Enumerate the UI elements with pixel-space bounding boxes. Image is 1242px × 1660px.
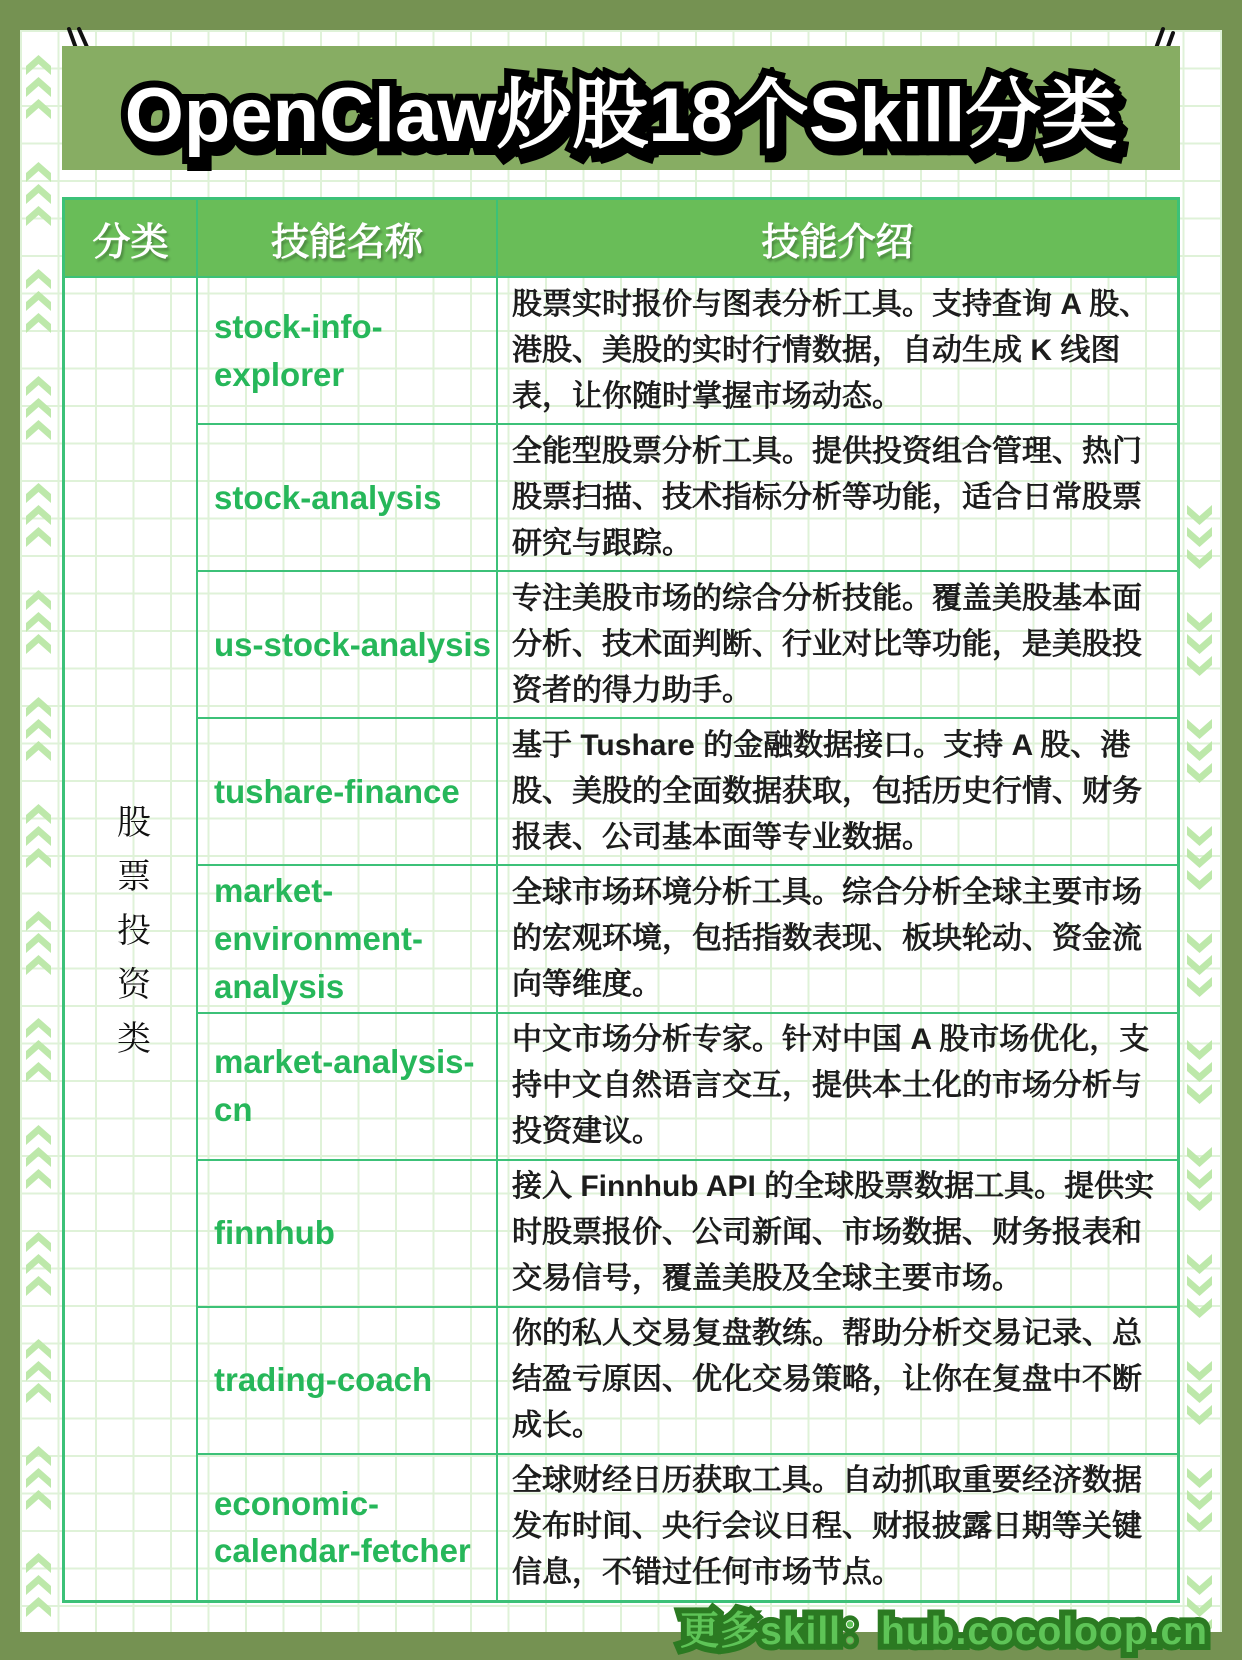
chevron-group (1187, 1361, 1212, 1425)
chevron-up-icon (26, 719, 51, 739)
table-row (198, 864, 1177, 1011)
chevron-down-icon (1187, 1405, 1212, 1425)
chevron-down-icon (1187, 955, 1212, 975)
chevron-up-icon (26, 420, 51, 440)
chevron-up-icon (26, 184, 51, 204)
chevron-up-icon (26, 634, 51, 654)
skill-description: 你的私人交易复盘教练。帮助分析交易记录、总结盈亏原因、优化交易策略，让你在复盘中不断成长。 (512, 1317, 1142, 1443)
chevron-up-icon (26, 1468, 51, 1488)
chevron-up-icon (26, 697, 51, 717)
chevron-up-icon (26, 99, 51, 119)
chevron-up-icon (26, 1169, 51, 1189)
chevron-up-icon (26, 376, 51, 396)
header-cell-skill-intro: 技能介绍 (496, 200, 1177, 276)
chevron-up-icon (26, 933, 51, 953)
chevron-up-icon (26, 1490, 51, 1510)
skill-name: stock-info-explorer (198, 278, 498, 423)
chevron-up-icon (26, 1339, 51, 1359)
skill-name: market-analysis-cn (198, 1014, 498, 1159)
chevron-group (26, 1446, 51, 1510)
chevron-down-icon (1187, 1512, 1212, 1532)
table-header (65, 200, 1177, 278)
chevron-group (26, 1553, 51, 1617)
chevron-group (1187, 1468, 1212, 1532)
chevron-up-icon (26, 741, 51, 761)
skill-name: us-stock-analysis (198, 572, 498, 717)
skill-description: 接入 Finnhub API 的全球股票数据工具。提供实时股票报价、公司新闻、市场数据、财务报表和交易信号，覆盖美股及全球主要市场。 (512, 1170, 1155, 1296)
chevron-up-icon (26, 1018, 51, 1038)
chevron-up-icon (26, 206, 51, 226)
chevron-up-icon (26, 1553, 51, 1573)
chevron-group (26, 162, 51, 226)
skill-description: 中文市场分析专家。针对中国 A 股市场优化，支持中文自然语言交互，提供本土化的市场分析与投资建议。 (512, 1023, 1150, 1149)
category-cell (65, 278, 198, 1600)
left-chevron-column (26, 55, 51, 1617)
chevron-up-icon (26, 291, 51, 311)
skill-description: 股票实时报价与图表分析工具。支持查询 A 股、港股、美股的实时行情数据，自动生成 K 线图表，让你随时掌握市场动态。 (512, 287, 1150, 413)
chevron-up-icon (26, 804, 51, 824)
chevron-group (26, 590, 51, 654)
footer-more-skills: 更多skill：hub.cocoloop.cn 更多skill：hub.cocoloop.cn (680, 1600, 1208, 1656)
chevron-down-icon (1187, 634, 1212, 654)
chevron-down-icon (1187, 933, 1212, 953)
skill-description: 专注美股市场的综合分析技能。覆盖美股基本面分析、技术面判断、行业对比等功能，是美股投资者的得力助手。 (512, 581, 1142, 707)
skill-description: 全球市场环境分析工具。综合分析全球主要市场的宏观环境，包括指数表现、板块轮动、资金流向等维度。 (512, 875, 1142, 1001)
chevron-group (26, 1018, 51, 1082)
chevron-up-icon (26, 1383, 51, 1403)
chevron-group (1187, 612, 1212, 676)
table-row (198, 1453, 1177, 1600)
skill-name: market-environment-analysis (198, 866, 498, 1011)
table-row (198, 717, 1177, 864)
chevron-group (26, 483, 51, 547)
chevron-down-icon (1187, 656, 1212, 676)
chevron-down-icon (1187, 977, 1212, 997)
chevron-up-icon (26, 269, 51, 289)
chevron-up-icon (26, 1575, 51, 1595)
chevron-down-icon (1187, 719, 1212, 739)
chevron-up-icon (26, 505, 51, 525)
chevron-up-icon (26, 1361, 51, 1381)
chevron-down-icon (1187, 1468, 1212, 1488)
chevron-up-icon (26, 826, 51, 846)
skills-table (62, 197, 1180, 1603)
table-row (198, 1012, 1177, 1159)
chevron-down-icon (1187, 1575, 1212, 1595)
skill-name: economic-calendar-fetcher (198, 1455, 498, 1600)
chevron-group (1187, 826, 1212, 890)
chevron-down-icon (1187, 1276, 1212, 1296)
skill-description: 全能型股票分析工具。提供投资组合管理、热门股票扫描、技术指标分析等功能，适合日常股票研究与跟踪。 (512, 434, 1142, 560)
chevron-up-icon (26, 955, 51, 975)
chevron-group (26, 376, 51, 440)
chevron-down-icon (1187, 1361, 1212, 1381)
chevron-down-icon (1187, 527, 1212, 547)
chevron-group (26, 1232, 51, 1296)
chevron-down-icon (1187, 505, 1212, 525)
chevron-up-icon (26, 1446, 51, 1466)
chevron-down-icon (1187, 1383, 1212, 1403)
title-banner (62, 46, 1180, 170)
skill-name: finnhub (198, 1161, 498, 1306)
chevron-up-icon (26, 398, 51, 418)
skill-name: stock-analysis (198, 425, 498, 570)
chevron-up-icon (26, 1276, 51, 1296)
chevron-up-icon (26, 848, 51, 868)
chevron-up-icon (26, 612, 51, 632)
chevron-up-icon (26, 1232, 51, 1252)
table-row (198, 278, 1177, 423)
chevron-up-icon (26, 483, 51, 503)
chevron-down-icon (1187, 870, 1212, 890)
chevron-down-icon (1187, 741, 1212, 761)
header-cell-category: 分类 (92, 221, 169, 264)
chevron-up-icon (26, 1147, 51, 1167)
chevron-up-icon (26, 77, 51, 97)
chevron-group (26, 269, 51, 333)
skill-rows (198, 278, 1177, 1600)
skill-name: tushare-finance (198, 719, 498, 864)
chevron-group (1187, 1254, 1212, 1318)
header-cell-skill-name: 技能名称 (196, 200, 496, 276)
chevron-down-icon (1187, 1254, 1212, 1274)
chevron-group (1187, 1040, 1212, 1104)
table-row (198, 1159, 1177, 1306)
chevron-up-icon (26, 162, 51, 182)
page-title: OpenClaw炒股18个Skill分类 OpenClaw炒股18个Skill分类 (125, 54, 1117, 163)
chevron-down-icon (1187, 549, 1212, 569)
chevron-down-icon (1187, 1062, 1212, 1082)
chevron-down-icon (1187, 1490, 1212, 1510)
chevron-group (26, 1339, 51, 1403)
skill-name: trading-coach (198, 1308, 498, 1453)
chevron-group (26, 804, 51, 868)
chevron-down-icon (1187, 1040, 1212, 1060)
chevron-down-icon (1187, 1147, 1212, 1167)
chevron-down-icon (1187, 1169, 1212, 1189)
chevron-down-icon (1187, 763, 1212, 783)
chevron-group (1187, 719, 1212, 783)
chevron-down-icon (1187, 612, 1212, 632)
table-row (198, 570, 1177, 717)
chevron-group (26, 697, 51, 761)
chevron-up-icon (26, 1062, 51, 1082)
chevron-down-icon (1187, 1084, 1212, 1104)
chevron-up-icon (26, 527, 51, 547)
chevron-up-icon (26, 55, 51, 75)
chevron-up-icon (26, 1254, 51, 1274)
chevron-group (1187, 933, 1212, 997)
skill-description: 全球财经日历获取工具。自动抓取重要经济数据发布时间、央行会议日程、财报披露日期等关键信息，不错过任何市场节点。 (512, 1464, 1142, 1590)
chevron-group (1187, 505, 1212, 569)
chevron-up-icon (26, 1040, 51, 1060)
chevron-group (26, 1125, 51, 1189)
right-chevron-column (1187, 505, 1212, 1639)
chevron-up-icon (26, 1125, 51, 1145)
chevron-down-icon (1187, 1298, 1212, 1318)
chevron-group (26, 911, 51, 975)
chevron-up-icon (26, 313, 51, 333)
chevron-down-icon (1187, 1191, 1212, 1211)
skill-description: 基于 Tushare 的金融数据接口。支持 A 股、港股、美股的全面数据获取，包括历史行情、财务报表、公司基本面等专业数据。 (512, 728, 1142, 854)
table-body (65, 278, 1177, 1600)
category-vertical-label: 股票投资类 (111, 804, 150, 1074)
chevron-group (1187, 1147, 1212, 1211)
chevron-up-icon (26, 1597, 51, 1617)
chevron-up-icon (26, 590, 51, 610)
table-row (198, 1306, 1177, 1453)
chevron-down-icon (1187, 826, 1212, 846)
chevron-group (26, 55, 51, 119)
chevron-up-icon (26, 911, 51, 931)
chevron-down-icon (1187, 848, 1212, 868)
table-row (198, 423, 1177, 570)
